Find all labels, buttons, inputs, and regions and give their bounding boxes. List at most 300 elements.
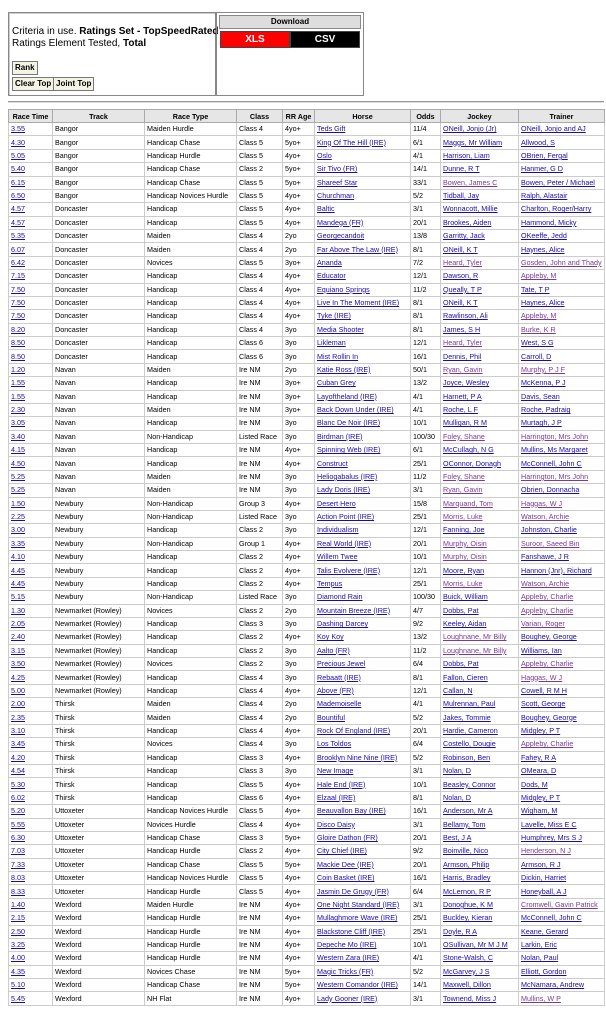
race-time-link[interactable]: 4.57 [11,204,25,214]
jockey-link[interactable]: Morris, Luke [443,512,483,522]
trainer-link[interactable]: Hammond, Micky [521,217,577,227]
cell-jockey[interactable] [441,765,519,778]
jockey-link[interactable]: Marquand, Tom [443,498,493,508]
jockey-link[interactable]: Mulligan, R M [443,418,487,428]
cell-race-time[interactable] [9,403,53,416]
cell-horse[interactable] [315,363,411,376]
horse-link[interactable]: Mandega (FR) [317,217,364,227]
horse-link[interactable]: Back Down Under (IRE) [317,405,394,415]
cell-trainer[interactable] [519,296,605,309]
horse-link[interactable]: Churchman [317,191,355,201]
cell-horse[interactable] [315,858,411,871]
cell-trainer[interactable] [519,390,605,403]
cell-horse[interactable] [315,524,411,537]
horse-link[interactable]: Los Toldos [317,739,352,749]
cell-horse[interactable] [315,979,411,992]
trainer-link[interactable]: Carroll, D [521,351,552,361]
horse-link[interactable]: Shareef Star [317,177,358,187]
race-time-link[interactable]: 3.45 [11,739,25,749]
cell-trainer[interactable] [519,163,605,176]
cell-race-time[interactable] [9,577,53,590]
cell-horse[interactable] [315,283,411,296]
cell-race-time[interactable] [9,363,53,376]
race-time-link[interactable]: 8.33 [11,886,25,896]
cell-trainer[interactable] [519,524,605,537]
jockey-link[interactable]: Brookes, Aiden [443,217,492,227]
cell-jockey[interactable] [441,270,519,283]
cell-jockey[interactable] [441,711,519,724]
cell-trainer[interactable] [519,484,605,497]
cell-trainer[interactable] [519,751,605,764]
cell-race-time[interactable] [9,149,53,162]
trainer-link[interactable]: Watson, Archie [521,578,570,588]
cell-horse[interactable] [315,323,411,336]
cell-horse[interactable] [315,390,411,403]
race-time-link[interactable]: 6.30 [11,833,25,843]
race-time-link[interactable]: 5.30 [11,779,25,789]
cell-jockey[interactable] [441,216,519,229]
cell-race-time[interactable] [9,938,53,951]
horse-link[interactable]: Desert Hero [317,498,356,508]
cell-jockey[interactable] [441,136,519,149]
horse-link[interactable]: King Of The Hill (IRE) [317,137,386,147]
trainer-link[interactable]: Nolan, Paul [521,953,559,963]
jockey-link[interactable]: Moore, Ryan [443,565,485,575]
jockey-link[interactable]: Mulrennan, Paul [443,699,496,709]
cell-race-time[interactable] [9,417,53,430]
jockey-link[interactable]: Best, J A [443,833,472,843]
race-time-link[interactable]: 1.30 [11,605,25,615]
jockey-link[interactable]: James, S H [443,324,481,334]
cell-race-time[interactable] [9,510,53,523]
race-time-link[interactable]: 8.50 [11,351,25,361]
cell-trainer[interactable] [519,377,605,390]
trainer-link[interactable]: Appleby, Charlie [521,592,574,602]
race-time-link[interactable]: 2.35 [11,712,25,722]
col-trainer[interactable]: Trainer [519,110,605,123]
cell-jockey[interactable] [441,176,519,189]
trainer-link[interactable]: OMeara, D [521,766,557,776]
cell-race-time[interactable] [9,724,53,737]
cell-trainer[interactable] [519,698,605,711]
cell-jockey[interactable] [441,256,519,269]
trainer-link[interactable]: Williams, Ian [521,645,562,655]
cell-race-time[interactable] [9,979,53,992]
race-time-link[interactable]: 2.50 [11,926,25,936]
horse-link[interactable]: Precious Jewel [317,659,366,669]
cell-race-time[interactable] [9,831,53,844]
cell-horse[interactable] [315,270,411,283]
cell-trainer[interactable] [519,310,605,323]
race-time-link[interactable]: 1.55 [11,378,25,388]
cell-horse[interactable] [315,551,411,564]
cell-trainer[interactable] [519,992,605,1005]
cell-race-time[interactable] [9,457,53,470]
race-time-link[interactable]: 3.40 [11,431,25,441]
cell-jockey[interactable] [441,658,519,671]
trainer-link[interactable]: Henderson, N J [521,846,571,856]
race-time-link[interactable]: 4.10 [11,552,25,562]
jockey-link[interactable]: Ryan, Gavin [443,364,483,374]
cell-horse[interactable] [315,350,411,363]
col-class[interactable]: Class [237,110,283,123]
jockey-link[interactable]: Dunne, R T [443,164,480,174]
jockey-link[interactable]: Buckley, Kieran [443,913,493,923]
cell-race-time[interactable] [9,885,53,898]
horse-link[interactable]: Gloire Dathon (FR) [317,833,378,843]
trainer-link[interactable]: Suroor, Saeed Bin [521,538,580,548]
jockey-link[interactable]: Heard, Tyler [443,338,483,348]
cell-trainer[interactable] [519,925,605,938]
cell-jockey[interactable] [441,644,519,657]
horse-link[interactable]: Bountiful [317,712,345,722]
cell-jockey[interactable] [441,149,519,162]
race-time-link[interactable]: 3.25 [11,940,25,950]
cell-jockey[interactable] [441,497,519,510]
jockey-link[interactable]: Wonnacott, Millie [443,204,498,214]
jockey-link[interactable]: Nolan, D [443,792,471,802]
jockey-link[interactable]: Buick, William [443,592,488,602]
cell-jockey[interactable] [441,403,519,416]
jockey-link[interactable]: Rawlinson, Ali [443,311,488,321]
cell-trainer[interactable] [519,497,605,510]
race-time-link[interactable]: 1.40 [11,899,25,909]
trainer-link[interactable]: Varian, Roger [521,619,565,629]
horse-link[interactable]: City Chief (IRE) [317,846,367,856]
cell-horse[interactable] [315,417,411,430]
cell-race-time[interactable] [9,791,53,804]
horse-link[interactable]: Blanc De Noir (IRE) [317,418,381,428]
cell-race-time[interactable] [9,230,53,243]
horse-link[interactable]: Jasmin De Grugy (FR) [317,886,389,896]
cell-race-time[interactable] [9,136,53,149]
trainer-link[interactable]: Cowell, R M H [521,685,567,695]
cell-race-time[interactable] [9,564,53,577]
jockey-link[interactable]: Murphy, Oisin [443,552,487,562]
race-time-link[interactable]: 4.30 [11,137,25,147]
cell-race-time[interactable] [9,430,53,443]
cell-race-time[interactable] [9,818,53,831]
cell-horse[interactable] [315,497,411,510]
trainer-link[interactable]: Dods, M [521,779,548,789]
trainer-link[interactable]: Roche, Padraig [521,405,571,415]
horse-link[interactable]: Media Shooter [317,324,364,334]
cell-horse[interactable] [315,149,411,162]
cell-race-time[interactable] [9,952,53,965]
cell-trainer[interactable] [519,818,605,831]
race-time-link[interactable]: 4.35 [11,966,25,976]
horse-link[interactable]: Katie Ross (IRE) [317,364,371,374]
cell-trainer[interactable] [519,337,605,350]
cell-trainer[interactable] [519,791,605,804]
cell-horse[interactable] [315,470,411,483]
csv-download-button[interactable]: CSV [290,31,360,48]
trainer-link[interactable]: Haggas, W J [521,498,563,508]
cell-horse[interactable] [315,898,411,911]
race-time-link[interactable]: 6.02 [11,792,25,802]
race-time-link[interactable]: 5.45 [11,993,25,1003]
horse-link[interactable]: Aalto (FR) [317,645,350,655]
trainer-link[interactable]: Boughey, George [521,712,577,722]
race-time-link[interactable]: 4.20 [11,752,25,762]
cell-trainer[interactable] [519,230,605,243]
cell-trainer[interactable] [519,537,605,550]
jockey-link[interactable]: Queally, T P [443,284,482,294]
trainer-link[interactable]: Elliott, Gordon [521,966,567,976]
trainer-link[interactable]: Appleby, Charlie [521,605,574,615]
cell-trainer[interactable] [519,778,605,791]
jockey-link[interactable]: Dobbs, Pat [443,659,479,669]
jockey-link[interactable]: Stone-Walsh, C [443,953,494,963]
cell-horse[interactable] [315,658,411,671]
race-time-link[interactable]: 7.15 [11,271,25,281]
cell-trainer[interactable] [519,617,605,630]
trainer-link[interactable]: Charlton, Roger/Harry [521,204,592,214]
cell-jockey[interactable] [441,751,519,764]
horse-link[interactable]: Mountain Breeze (IRE) [317,605,391,615]
col-race-type[interactable]: Race Type [145,110,237,123]
cell-horse[interactable] [315,163,411,176]
cell-race-time[interactable] [9,524,53,537]
jockey-link[interactable]: Armson, Philip [443,859,490,869]
cell-horse[interactable] [315,885,411,898]
cell-horse[interactable] [315,577,411,590]
cell-trainer[interactable] [519,912,605,925]
race-time-link[interactable]: 5.55 [11,819,25,829]
horse-link[interactable]: Oslo [317,150,332,160]
race-time-link[interactable]: 7.33 [11,859,25,869]
jockey-link[interactable]: Bellamy, Tom [443,819,486,829]
horse-link[interactable]: Teds Gift [317,124,346,134]
col-race-time[interactable]: Race Time [9,110,53,123]
cell-trainer[interactable] [519,323,605,336]
cell-trainer[interactable] [519,444,605,457]
horse-link[interactable]: Willem Twee [317,552,358,562]
jockey-link[interactable]: Loughnane, Mr Billy [443,632,507,642]
horse-link[interactable]: Likleman [317,338,346,348]
cell-jockey[interactable] [441,898,519,911]
race-time-link[interactable]: 5.25 [11,485,25,495]
cell-jockey[interactable] [441,457,519,470]
race-time-link[interactable]: 7.03 [11,846,25,856]
jockey-link[interactable]: McCullagh, N G [443,445,494,455]
jockey-link[interactable]: Costello, Dougie [443,739,496,749]
race-time-link[interactable]: 8.50 [11,338,25,348]
cell-trainer[interactable] [519,577,605,590]
trainer-link[interactable]: Mullins, Ms Margaret [521,445,588,455]
cell-trainer[interactable] [519,136,605,149]
cell-trainer[interactable] [519,216,605,229]
cell-trainer[interactable] [519,203,605,216]
cell-jockey[interactable] [441,952,519,965]
cell-jockey[interactable] [441,831,519,844]
trainer-link[interactable]: Gosden, John and Thady [521,257,602,267]
jockey-link[interactable]: McGarvey, J S [443,966,490,976]
cell-jockey[interactable] [441,524,519,537]
clear-top-button[interactable]: Clear Top [12,77,54,91]
cell-jockey[interactable] [441,444,519,457]
horse-link[interactable]: Construct [317,458,348,468]
xls-download-button[interactable]: XLS [220,31,290,48]
cell-race-time[interactable] [9,765,53,778]
cell-horse[interactable] [315,604,411,617]
race-time-link[interactable]: 6.15 [11,177,25,187]
trainer-link[interactable]: Appleby, M [521,271,557,281]
cell-race-time[interactable] [9,751,53,764]
horse-link[interactable]: Cuban Grey [317,378,356,388]
trainer-link[interactable]: Keane, Gerard [521,926,569,936]
horse-link[interactable]: Disco Daisy [317,819,355,829]
cell-jockey[interactable] [441,778,519,791]
jockey-link[interactable]: ONeill, K T [443,244,478,254]
cell-jockey[interactable] [441,992,519,1005]
cell-trainer[interactable] [519,952,605,965]
cell-horse[interactable] [315,136,411,149]
race-time-link[interactable]: 2.15 [11,913,25,923]
horse-link[interactable]: Tempus [317,578,343,588]
cell-jockey[interactable] [441,912,519,925]
cell-race-time[interactable] [9,256,53,269]
cell-horse[interactable] [315,310,411,323]
cell-jockey[interactable] [441,230,519,243]
cell-trainer[interactable] [519,671,605,684]
cell-horse[interactable] [315,711,411,724]
cell-race-time[interactable] [9,216,53,229]
horse-link[interactable]: Brooklyn Nine Nine (IRE) [317,752,398,762]
horse-link[interactable]: Action Point (IRE) [317,512,375,522]
cell-race-time[interactable] [9,671,53,684]
trainer-link[interactable]: Cromwell, Gavin Patrick [521,899,598,909]
race-time-link[interactable]: 5.05 [11,150,25,160]
race-time-link[interactable]: 5.20 [11,806,25,816]
trainer-link[interactable]: Johnston, Charlie [521,525,577,535]
trainer-link[interactable]: Tate, T P [521,284,550,294]
race-time-link[interactable]: 4.50 [11,458,25,468]
horse-link[interactable]: Mist Rollin In [317,351,359,361]
horse-link[interactable]: Sir Tivo (FR) [317,164,358,174]
col-horse[interactable]: Horse [315,110,411,123]
cell-horse[interactable] [315,256,411,269]
horse-link[interactable]: Spinning Web (IRE) [317,445,381,455]
cell-race-time[interactable] [9,604,53,617]
trainer-link[interactable]: Humphrey, Mrs S J [521,833,582,843]
cell-race-time[interactable] [9,925,53,938]
cell-trainer[interactable] [519,738,605,751]
cell-race-time[interactable] [9,992,53,1005]
race-time-link[interactable]: 2.05 [11,619,25,629]
trainer-link[interactable]: Hannon (Jnr), Richard [521,565,592,575]
cell-trainer[interactable] [519,765,605,778]
cell-trainer[interactable] [519,176,605,189]
cell-race-time[interactable] [9,617,53,630]
horse-link[interactable]: Live In The Moment (IRE) [317,298,400,308]
horse-link[interactable]: Koy Koy [317,632,344,642]
jockey-link[interactable]: Morris, Luke [443,578,483,588]
cell-horse[interactable] [315,403,411,416]
trainer-link[interactable]: Larkin, Eric [521,940,557,950]
cell-horse[interactable] [315,243,411,256]
cell-horse[interactable] [315,671,411,684]
cell-trainer[interactable] [519,631,605,644]
cell-horse[interactable] [315,925,411,938]
trainer-link[interactable]: Dickin, Harriet [521,873,567,883]
cell-race-time[interactable] [9,711,53,724]
jockey-link[interactable]: Beasley, Connor [443,779,496,789]
jockey-link[interactable]: Keeley, Aidan [443,619,487,629]
cell-jockey[interactable] [441,938,519,951]
cell-trainer[interactable] [519,403,605,416]
cell-horse[interactable] [315,938,411,951]
race-time-link[interactable]: 2.00 [11,699,25,709]
horse-link[interactable]: Individualism [317,525,359,535]
cell-trainer[interactable] [519,564,605,577]
cell-jockey[interactable] [441,858,519,871]
cell-jockey[interactable] [441,791,519,804]
jockey-link[interactable]: McLernon, R P [443,886,491,896]
cell-race-time[interactable] [9,484,53,497]
trainer-link[interactable]: McKenna, P J [521,378,566,388]
cell-horse[interactable] [315,444,411,457]
col-rr-age[interactable]: RR Age [283,110,315,123]
horse-link[interactable]: Above (FR) [317,685,354,695]
cell-horse[interactable] [315,724,411,737]
race-time-link[interactable]: 4.45 [11,565,25,575]
cell-jockey[interactable] [441,885,519,898]
race-time-link[interactable]: 3.00 [11,525,25,535]
jockey-link[interactable]: Foley, Shane [443,471,485,481]
horse-link[interactable]: Layoftheland (IRE) [317,391,377,401]
trainer-link[interactable]: Harrington, Mrs John [521,471,589,481]
cell-horse[interactable] [315,296,411,309]
cell-horse[interactable] [315,189,411,202]
col-track[interactable]: Track [53,110,145,123]
trainer-link[interactable]: West, S G [521,338,554,348]
cell-race-time[interactable] [9,444,53,457]
cell-race-time[interactable] [9,310,53,323]
cell-horse[interactable] [315,631,411,644]
cell-race-time[interactable] [9,845,53,858]
trainer-link[interactable]: Appleby, Charlie [521,659,574,669]
cell-trainer[interactable] [519,658,605,671]
trainer-link[interactable]: Haynes, Alice [521,244,565,254]
cell-race-time[interactable] [9,872,53,885]
cell-race-time[interactable] [9,283,53,296]
cell-jockey[interactable] [441,350,519,363]
race-time-link[interactable]: 7.50 [11,284,25,294]
race-time-link[interactable]: 3.50 [11,659,25,669]
cell-trainer[interactable] [519,243,605,256]
jockey-link[interactable]: ONeill, Jonjo (Jr) [443,124,497,134]
cell-jockey[interactable] [441,965,519,978]
jockey-link[interactable]: Dennis, Phil [443,351,482,361]
cell-horse[interactable] [315,377,411,390]
jockey-link[interactable]: Dawson, R [443,271,479,281]
cell-jockey[interactable] [441,537,519,550]
jockey-link[interactable]: Loughnane, Mr Billy [443,645,507,655]
jockey-link[interactable]: Garritty, Jack [443,231,485,241]
cell-race-time[interactable] [9,497,53,510]
horse-link[interactable]: Birdman (IRE) [317,431,363,441]
cell-jockey[interactable] [441,724,519,737]
cell-horse[interactable] [315,791,411,804]
trainer-link[interactable]: McNamara, Andrew [521,980,585,990]
horse-link[interactable]: Mackie Dee (IRE) [317,859,374,869]
cell-trainer[interactable] [519,979,605,992]
cell-jockey[interactable] [441,123,519,136]
cell-horse[interactable] [315,230,411,243]
trainer-link[interactable]: Murphy, P J F [521,364,566,374]
trainer-link[interactable]: ONeill, Jonjo and AJ [521,124,586,134]
